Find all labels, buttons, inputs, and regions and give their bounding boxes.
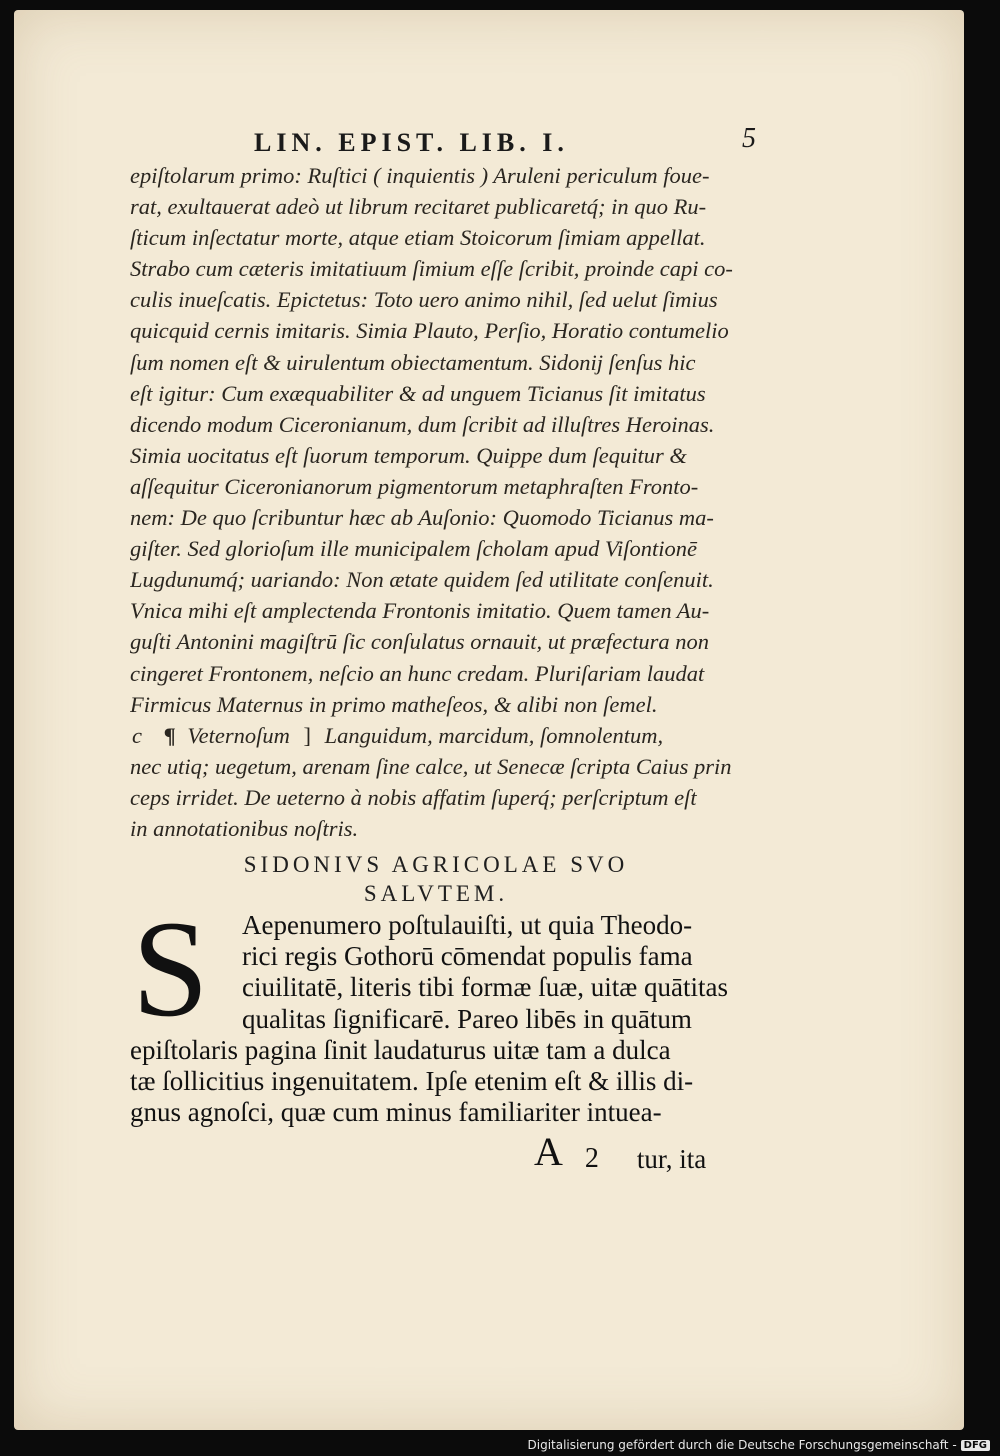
- dfg-logo: DFG: [961, 1440, 990, 1451]
- book-page: [14, 10, 964, 1430]
- commentary-line: culis inueſcatis. Epictetus: Toto uero animo nihil, ſed uelut ſimius: [130, 287, 718, 313]
- catchword: tur, ita: [636, 1144, 707, 1174]
- commentary-line: cingeret Frontonem, neſcio an hunc credam. Pluriſariam laudat: [130, 660, 705, 686]
- commentary-line: Vnica mihi eſt amplectenda Frontonis imitatio. Quem tamen Au-: [130, 598, 710, 624]
- pilcrow-mark: ¶: [163, 722, 176, 748]
- letter-heading-salutation: SALVTEM.: [363, 881, 509, 906]
- commentary-line: dicendo modum Ciceronianum, dum ſcribit ad illuſtres Heroinas.: [130, 411, 715, 437]
- commentary-line: giſter. Sed glorioſum ille municipalem ſcholam apud Viſontionē: [130, 536, 698, 562]
- letter-line: gnus agnoſci, quæ cum minus familiariter intuea-: [130, 1097, 662, 1128]
- running-title: LIN. EPIST. LIB. I.: [254, 128, 569, 157]
- drop-cap: S: [132, 892, 209, 1045]
- commentary-line: eſt igitur: Cum exæquabiliter & ad unguem Ticianus ſit imitatus: [130, 380, 706, 406]
- commentary-line: Simia uocitatus eſt ſuorum temporum. Quippe dum ſequitur &: [130, 442, 687, 468]
- signature-line: [534, 1128, 706, 1175]
- letter-line: tæ ſollicitius ingenuitatem. Ipſe etenim eſt & illis di-: [130, 1066, 694, 1097]
- letter-line: rici regis Gothorū cōmendat populis fama: [242, 941, 693, 972]
- commentary-line: ſticum inſectatur morte, atque etiam Stoicorum ſimiam appellat.: [130, 225, 706, 251]
- letter-heading: SIDONIVS AGRICOLAE SVO: [243, 852, 629, 877]
- digitization-footer: [528, 1438, 991, 1452]
- note-letter: c: [132, 722, 142, 748]
- note-line: in annotationibus noſtris.: [130, 815, 359, 841]
- signature-mark: A: [534, 1129, 563, 1174]
- commentary-line: epiſtolarum primo: Ruſtici ( inquientis ) Aruleni periculum foue-: [130, 163, 710, 188]
- letter-body: [130, 1035, 742, 1129]
- footer-text: Digitalisierung gefördert durch die Deutsche Forschungsgemeinschaft -: [527, 1438, 957, 1452]
- letter-line: Aepenumero poſtulauiſti, ut quia Theodo-: [242, 910, 693, 940]
- note-first-line: [130, 720, 742, 751]
- note-lemma: Veternoſum: [187, 722, 290, 748]
- commentary-line: quicquid cernis imitaris. Simia Plauto, Perſio, Horatio contumelio: [130, 318, 729, 344]
- commentary-line: nem: De quo ſcribuntur hæc ab Auſonio: Quomodo Ticianus ma-: [130, 505, 714, 531]
- signature-number: 2: [584, 1143, 599, 1174]
- page-number: 5: [742, 123, 756, 154]
- letter-opening-lines: [242, 910, 742, 1035]
- note-line: ceps irridet. De ueterno à nobis affatim ſuperq́; perſcriptum eſt: [130, 784, 697, 810]
- letter-line: ciuilitatē, literis tibi formæ ſuæ, uitæ quātitas: [242, 972, 728, 1003]
- letter-line: qualitas ſignificarē. Pareo libēs in quātum: [242, 1003, 692, 1034]
- lemma-bracket: ]: [303, 722, 312, 748]
- commentary-line: Firmicus Maternus in primo matheſeos, & alibi non ſemel.: [130, 691, 658, 717]
- commentary-line: ſum nomen eſt & uirulentum obiectamentum. Sidonij ſenſus hic: [130, 349, 696, 375]
- commentary-line: rat, exultauerat adeò ut librum recitaret publicaretq́; in quo Ru-: [130, 194, 707, 220]
- letter-line: epiſtolaris pagina ſinit laudaturus uitæ tam a dulca: [130, 1035, 671, 1065]
- commentary-block: [130, 160, 742, 844]
- commentary-line: Strabo cum cæteris imitatiuum ſimium eſſe ſcribit, proinde capi co-: [130, 256, 733, 282]
- commentary-line: Lugdunumq́; uariando: Non ætate quidem ſed utilitate conſenuit.: [130, 567, 714, 593]
- note-line: nec utiq; uegetum, arenam ſine calce, ut Senecæ ſcripta Caius prin: [130, 753, 732, 779]
- note-gloss: Languidum, marcidum, ſomnolentum,: [324, 722, 664, 748]
- commentary-line: aſſequitur Ciceronianorum pigmentorum metaphraſten Fronto-: [130, 473, 699, 499]
- commentary-line: guſti Antonini magiſtrū ſic conſulatus ornauit, ut præfectura non: [130, 629, 709, 655]
